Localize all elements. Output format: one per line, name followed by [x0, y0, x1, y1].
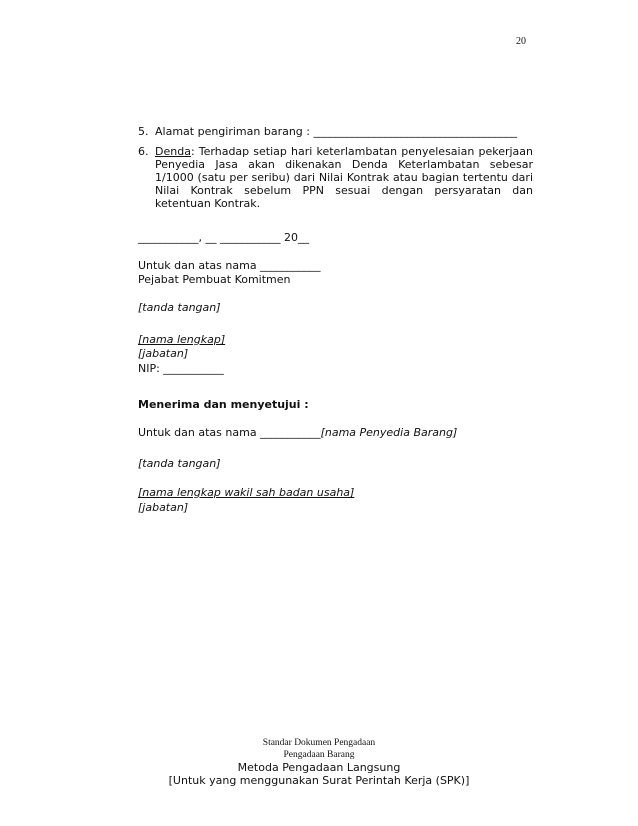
item-number: 5. [138, 125, 149, 138]
provider-position: [jabatan] [138, 501, 189, 514]
ppk-signature-placeholder: [tanda tangan] [138, 301, 221, 314]
provider-on-behalf [138, 426, 538, 439]
footer-line-1: Standar Dokumen Pengadaan [262, 738, 376, 748]
page-number: 20 [516, 36, 526, 47]
acceptance-heading: Menerima dan menyetujui : [138, 398, 309, 411]
provider-name: [nama Penyedia Barang] [320, 426, 458, 439]
provider-full-name: [nama lengkap wakil sah badan usaha] [138, 486, 355, 499]
ppk-role: Pejabat Pembuat Komitmen [138, 273, 291, 286]
ppk-full-name: [nama lengkap] [138, 333, 226, 346]
date-line: ___________, __ ___________ 20__ [138, 231, 309, 244]
item-text: : Terhadap setiap hari keterlambatan penyelesaian pekerjaan Penyedia Jasa akan dikenakan Denda Keterlambatan sebesar 1/1000 (satu per seribu) dari Nilai Kontrak atau bagian tertentu dari Nilai Kontrak sebelum PPN sesuai dengan persyaratan dan ketentuan Kontrak. [155, 145, 533, 210]
provider-signature-placeholder: [tanda tangan] [138, 457, 221, 470]
ppk-position: [jabatan] [138, 347, 189, 360]
item-text: Alamat pengiriman barang : _____________________________________ [155, 125, 517, 138]
footer-line-3: Metoda Pengadaan Langsung [237, 761, 401, 774]
ppk-on-behalf: Untuk dan atas nama ___________ [138, 259, 321, 272]
ppk-nip: NIP: ___________ [138, 362, 224, 375]
list-item [138, 145, 533, 210]
footer-line-4: [Untuk yang menggunakan Surat Perintah Kerja (SPK)] [168, 774, 470, 787]
footer-line-2: Pengadaan Barang [283, 750, 355, 760]
item-number: 6. [138, 145, 149, 158]
list-item [138, 125, 533, 138]
provider-on-behalf-label: Untuk dan atas nama ___________ [138, 426, 321, 439]
item-term: Denda [155, 145, 191, 158]
